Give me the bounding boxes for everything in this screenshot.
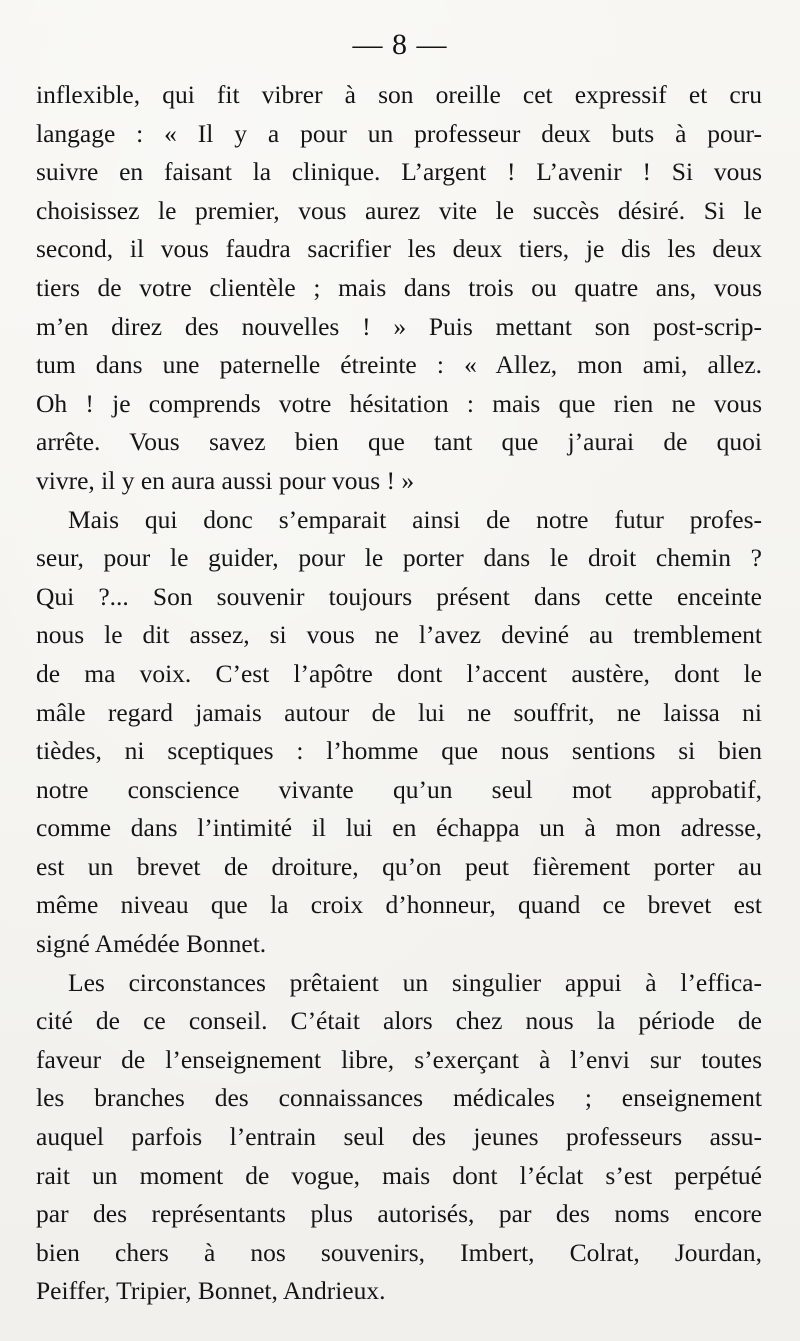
text-line: Mais qui donc s’emparait ainsi de notre futur profes- — [68, 504, 762, 534]
text-line: Qui ?... Son souvenir toujours présent dans cette enceinte — [36, 581, 762, 611]
text-line: choisissez le premier, vous aurez vite le succès désiré. Si le — [36, 195, 762, 225]
text-line: seur, pour le guider, pour le porter dans le droit chemin ? — [36, 543, 762, 573]
text-line: faveur de l’enseignement libre, s’exerçant à l’envi sur toutes — [36, 1044, 762, 1074]
text-line: vivre, il y en aura aussi pour vous ! » — [36, 465, 415, 495]
text-line: bien chers à nos souvenirs, Imbert, Colrat, Jourdan, — [36, 1237, 762, 1267]
text-line: signé Amédée Bonnet. — [36, 929, 267, 959]
text-line: langage : « Il y a pour un professeur deux buts à pour- — [36, 118, 762, 148]
text-line: de ma voix. C’est l’apôtre dont l’accent austère, dont le — [36, 658, 762, 688]
text-line: Les circonstances prêtaient un singulier appui à l’effica- — [68, 967, 762, 997]
text-line: auquel parfois l’entrain seul des jeunes professeurs assu- — [36, 1122, 762, 1152]
text-line: tièdes, ni sceptiques : l’homme que nous sentions si bien — [36, 736, 762, 766]
text-line: tiers de votre clientèle ; mais dans trois ou quatre ans, vous — [36, 272, 762, 302]
text-line: est un brevet de droiture, qu’on peut fièrement porter au — [36, 851, 762, 881]
text-line: par des représentants plus autorisés, par des noms encore — [36, 1199, 762, 1229]
text-line: rait un moment de vogue, mais dont l’éclat s’est perpétué — [36, 1160, 762, 1190]
body-text — [36, 76, 762, 1311]
text-line: notre conscience vivante qu’un seul mot approbatif, — [36, 774, 762, 804]
text-line: tum dans une paternelle étreinte : « Allez, mon ami, allez. — [36, 350, 762, 380]
text-line: comme dans l’intimité il lui en échappa un à mon adresse, — [36, 813, 762, 843]
text-line: Oh ! je comprends votre hésitation : mais que rien ne vous — [36, 388, 762, 418]
text-line: m’en direz des nouvelles ! » Puis mettant son post-scrip- — [36, 311, 762, 341]
paragraph-3 — [36, 964, 762, 1311]
text-line: inflexible, qui fit vibrer à son oreille cet expressif et cru — [36, 80, 762, 109]
text-line: arrête. Vous savez bien que tant que j’aurai de quoi — [36, 427, 762, 457]
text-line: cité de ce conseil. C’était alors chez nous la période de — [36, 1006, 762, 1036]
text-line: nous le dit assez, si vous ne l’avez deviné au tremblement — [36, 620, 762, 650]
paragraph-2 — [36, 501, 762, 964]
text-line: même niveau que la croix d’honneur, quand ce brevet est — [36, 890, 762, 920]
text-line: suivre en faisant la clinique. L’argent ! L’avenir ! Si vous — [36, 157, 762, 187]
paragraph-1 — [36, 76, 762, 501]
text-line: Peiffer, Tripier, Bonnet, Andrieux. — [36, 1276, 386, 1306]
text-line: mâle regard jamais autour de lui ne souffrit, ne laissa ni — [36, 697, 762, 727]
text-line: second, il vous faudra sacrifier les deux tiers, je dis les deux — [36, 234, 762, 264]
text-line: les branches des connaissances médicales ; enseignement — [36, 1083, 762, 1113]
page-number: — 8 — — [352, 28, 448, 61]
